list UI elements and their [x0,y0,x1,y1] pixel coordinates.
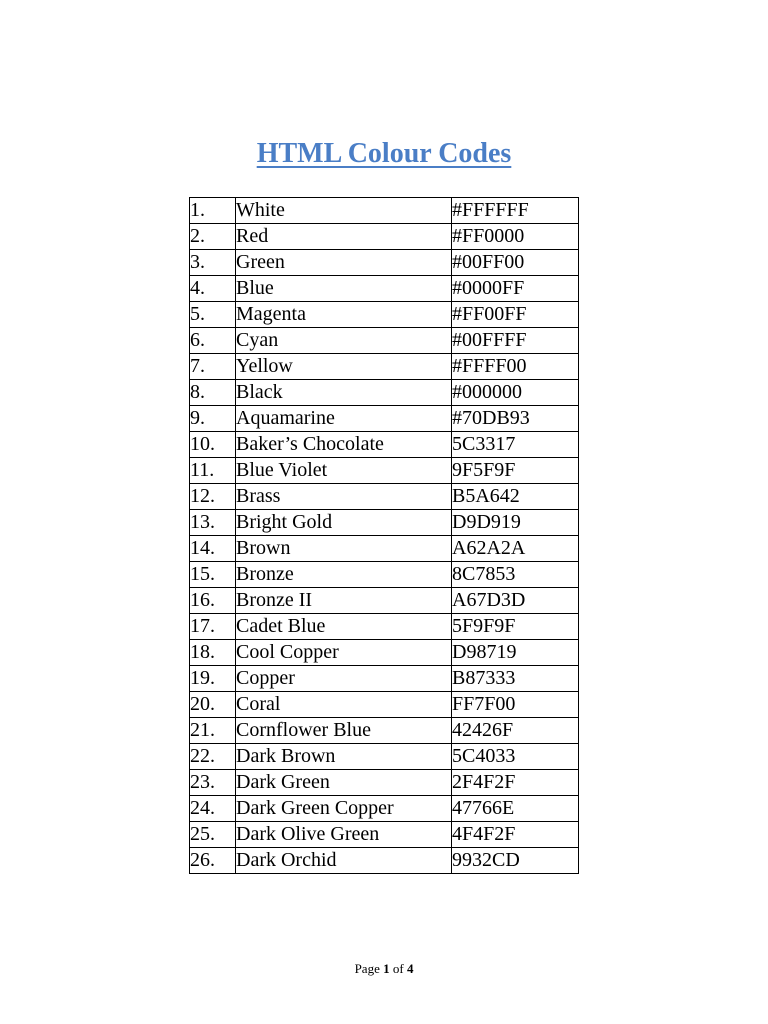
colour-name: Brass [236,484,452,510]
table-row [190,588,579,614]
colour-name: Bronze II [236,588,452,614]
colour-name: Brown [236,536,452,562]
row-number: 22. [190,744,236,770]
table-row [190,406,579,432]
row-number: 12. [190,484,236,510]
table-row [190,328,579,354]
colour-name: Copper [236,666,452,692]
colour-name: Blue Violet [236,458,452,484]
colour-name: Bronze [236,562,452,588]
table-row [190,198,579,224]
colour-name: White [236,198,452,224]
row-number: 18. [190,640,236,666]
page-footer [0,961,768,977]
colour-code: #FF00FF [452,302,579,328]
table-row [190,848,579,874]
table-row [190,718,579,744]
table-row [190,380,579,406]
table-row [190,510,579,536]
table-row [190,302,579,328]
row-number: 19. [190,666,236,692]
colour-codes-table [189,197,579,874]
row-number: 15. [190,562,236,588]
colour-code: #FF0000 [452,224,579,250]
row-number: 25. [190,822,236,848]
table-row [190,224,579,250]
colour-code: D9D919 [452,510,579,536]
row-number: 14. [190,536,236,562]
colour-name: Dark Brown [236,744,452,770]
colour-name: Black [236,380,452,406]
page-title: HTML Colour Codes [256,138,512,169]
colour-code: 9932CD [452,848,579,874]
table-row [190,276,579,302]
table-row [190,536,579,562]
colour-code: #0000FF [452,276,579,302]
row-number: 8. [190,380,236,406]
table-row [190,250,579,276]
colour-name: Green [236,250,452,276]
row-number: 7. [190,354,236,380]
table-body [190,198,579,874]
colour-name: Dark Orchid [236,848,452,874]
row-number: 20. [190,692,236,718]
row-number: 6. [190,328,236,354]
colour-code: 5C4033 [452,744,579,770]
colour-code: 47766E [452,796,579,822]
row-number: 10. [190,432,236,458]
table-row [190,614,579,640]
footer-of-word: of [392,961,404,976]
colour-code: #70DB93 [452,406,579,432]
table-row [190,458,579,484]
colour-code: 2F4F2F [452,770,579,796]
colour-name: Yellow [236,354,452,380]
colour-code: #FFFF00 [452,354,579,380]
colour-code: #000000 [452,380,579,406]
colour-code: #00FF00 [452,250,579,276]
colour-name: Aquamarine [236,406,452,432]
colour-code: A67D3D [452,588,579,614]
row-number: 23. [190,770,236,796]
row-number: 16. [190,588,236,614]
row-number: 13. [190,510,236,536]
colour-code: B5A642 [452,484,579,510]
table-row [190,692,579,718]
colour-code: 42426F [452,718,579,744]
colour-code: #00FFFF [452,328,579,354]
colour-name: Red [236,224,452,250]
table-row [190,744,579,770]
colour-name: Dark Olive Green [236,822,452,848]
colour-name: Bright Gold [236,510,452,536]
colour-code: 4F4F2F [452,822,579,848]
footer-page-word: Page [354,961,380,976]
colour-name: Baker’s Chocolate [236,432,452,458]
colour-code: A62A2A [452,536,579,562]
colour-code: 9F5F9F [452,458,579,484]
colour-name: Cyan [236,328,452,354]
table-row [190,354,579,380]
row-number: 24. [190,796,236,822]
colour-name: Magenta [236,302,452,328]
table-row [190,484,579,510]
table-row [190,796,579,822]
row-number: 21. [190,718,236,744]
colour-code: B87333 [452,666,579,692]
table-row [190,822,579,848]
colour-code: 8C7853 [452,562,579,588]
table-row [190,770,579,796]
row-number: 5. [190,302,236,328]
colour-code: 5F9F9F [452,614,579,640]
footer-current-page: 1 [383,961,390,976]
row-number: 2. [190,224,236,250]
colour-name: Dark Green [236,770,452,796]
colour-code: #FFFFFF [452,198,579,224]
row-number: 4. [190,276,236,302]
colour-name: Coral [236,692,452,718]
row-number: 9. [190,406,236,432]
colour-name: Cadet Blue [236,614,452,640]
table-row [190,640,579,666]
row-number: 1. [190,198,236,224]
row-number: 26. [190,848,236,874]
row-number: 11. [190,458,236,484]
colour-name: Cool Copper [236,640,452,666]
table-row [190,562,579,588]
table-row [190,432,579,458]
table-row [190,666,579,692]
colour-code: FF7F00 [452,692,579,718]
colour-name: Blue [236,276,452,302]
row-number: 17. [190,614,236,640]
colour-code: 5C3317 [452,432,579,458]
colour-name: Cornflower Blue [236,718,452,744]
row-number: 3. [190,250,236,276]
footer-total-pages: 4 [406,961,414,976]
colour-code: D98719 [452,640,579,666]
colour-name: Dark Green Copper [236,796,452,822]
